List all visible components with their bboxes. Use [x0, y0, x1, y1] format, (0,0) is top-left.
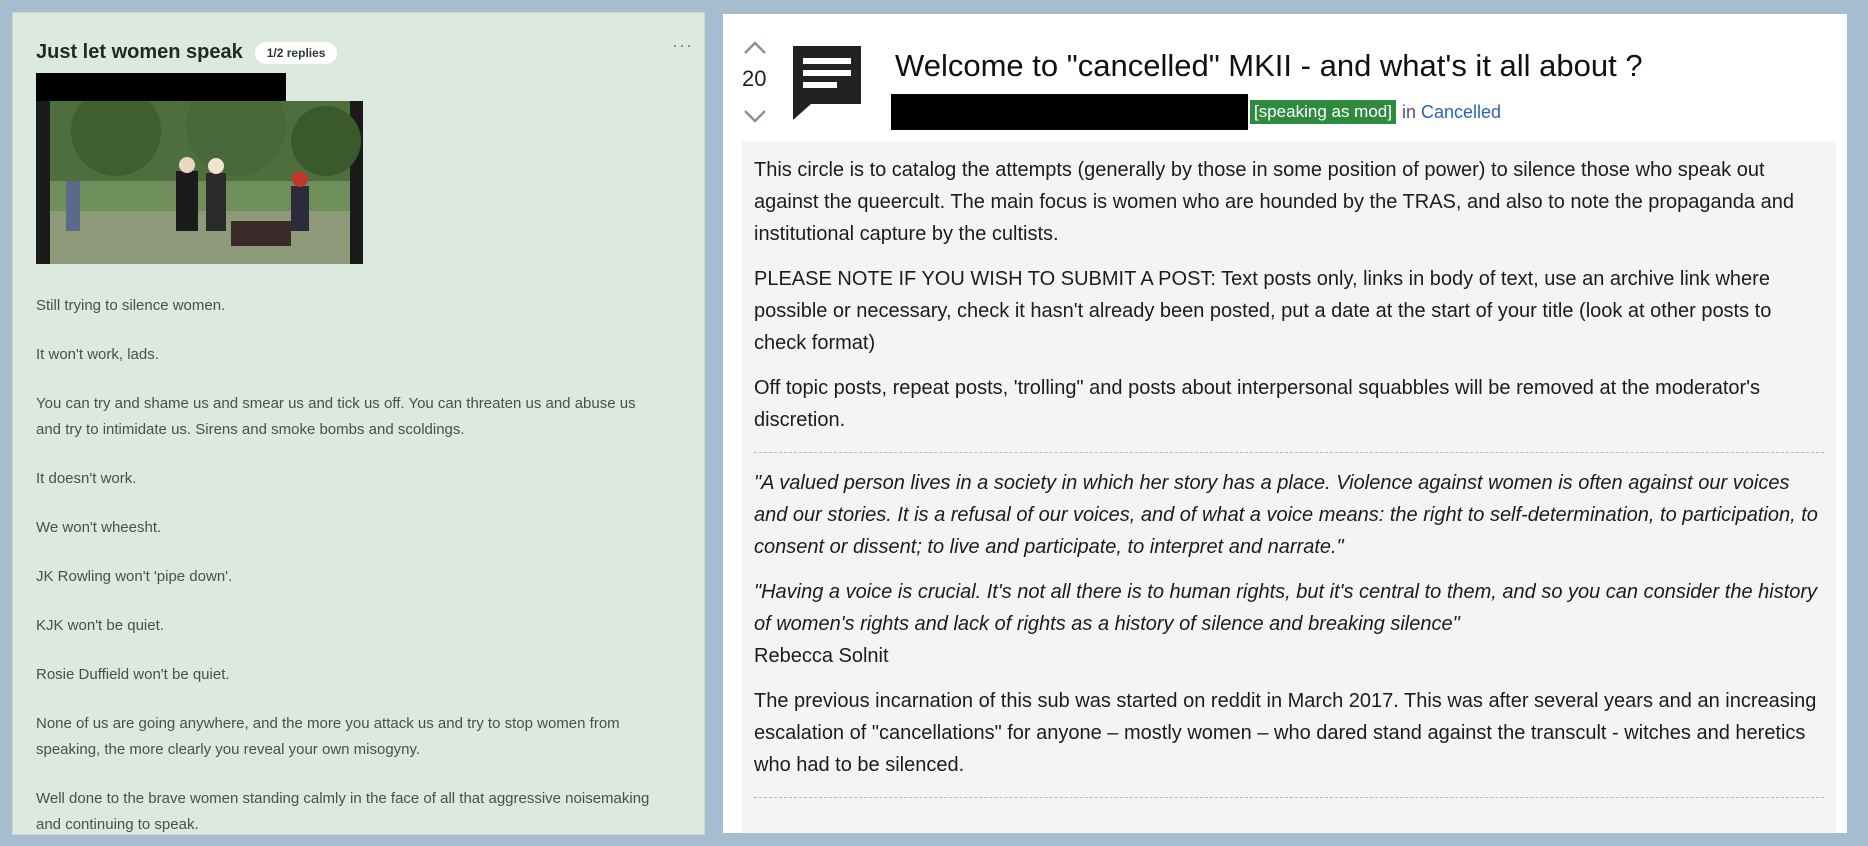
- left-paragraph: None of us are going anywhere, and the more you attack us and try to stop women from speaking, the more clearly you reveal your own misogyny.: [36, 715, 620, 758]
- divider: [754, 797, 1824, 798]
- post-photo[interactable]: [36, 101, 363, 264]
- quote-paragraph: "A valued person lives in a society in which her story has a place. Violence against women is often against our voices and our stories. It is a refusal of our voices, and of what a voice means: the right to self-determination, to participation, to consent or dissent; to live and participate, to interpret and narrate.": [754, 472, 1818, 558]
- chevron-up-icon: [742, 40, 768, 56]
- right-post-card: [723, 14, 1847, 833]
- intro-paragraph: This circle is to catalog the attempts (generally by those in some position of power) to silence those who speak out against the queercult. The main focus is women who are hounded by the TRAS, and also to note the propaganda and institutional capture by the cultists.: [754, 159, 1794, 245]
- left-post-title[interactable]: Just let women speak: [36, 41, 243, 63]
- history-paragraph: The previous incarnation of this sub was started on reddit in March 2017. This was after several years and an increasing escalation of "cancellations" for anyone – mostly women – who dared stand against the transcult - witches and heretics who had to be silenced.: [754, 690, 1817, 776]
- vote-score: 20: [742, 66, 767, 91]
- left-paragraph: KJK won't be quiet.: [36, 617, 164, 634]
- circle-link[interactable]: Cancelled: [1420, 101, 1502, 122]
- left-post-body: [36, 293, 661, 835]
- left-paragraph: You can try and shame us and smear us and tick us off. You can threaten us and abuse us and try to intimidate us. Sirens and smoke bombs and scoldings.: [36, 395, 636, 438]
- quote-paragraph: [754, 576, 1824, 672]
- downvote-button[interactable]: [742, 104, 768, 130]
- photo-scene: [36, 101, 363, 264]
- more-options-icon[interactable]: ···: [672, 35, 693, 55]
- left-paragraph: It won't work, lads.: [36, 346, 159, 363]
- redacted-author: [36, 73, 286, 104]
- chevron-down-icon: [742, 108, 768, 124]
- intro-paragraph: PLEASE NOTE IF YOU WISH TO SUBMIT A POST: Text posts only, links in body of text, use an archive link where possible or necessary, check it hasn't already been posted, put a date at the start of your title (look at other posts to check format): [754, 268, 1772, 354]
- left-paragraph: Still trying to silence women.: [36, 297, 226, 314]
- redacted-author: [891, 94, 1248, 130]
- quote-author: Rebecca Solnit: [754, 645, 889, 667]
- text-post-icon: [789, 42, 865, 122]
- post-title[interactable]: Welcome to "cancelled" MKII - and what's it all about ?: [895, 48, 1643, 83]
- left-post-card: [12, 12, 705, 835]
- intro-paragraph: Off topic posts, repeat posts, 'trolling" and posts about interpersonal squabbles will be removed at the moderator's discretion.: [754, 377, 1761, 431]
- left-paragraph: JK Rowling won't 'pipe down'.: [36, 568, 233, 585]
- upvote-button[interactable]: [742, 36, 768, 62]
- divider: [754, 452, 1824, 453]
- replies-badge[interactable]: 1/2 replies: [255, 42, 338, 64]
- left-post-header: [36, 41, 337, 64]
- post-content: [742, 141, 1836, 833]
- left-paragraph: Well done to the brave women standing calmly in the face of all that aggressive noisemaking and continuing to speak.: [36, 790, 650, 833]
- left-paragraph: It doesn't work.: [36, 470, 137, 487]
- left-paragraph: We won't wheesht.: [36, 519, 162, 536]
- left-paragraph: Rosie Duffield won't be quiet.: [36, 666, 230, 683]
- in-label: in: [1401, 101, 1416, 122]
- mod-tag: [speaking as mod]: [1250, 100, 1396, 124]
- quote-text: "Having a voice is crucial. It's not all there is to human rights, but it's central to them, and so you can consider the history of women's rights and lack of rights as a history of silence and breaking silence": [754, 581, 1818, 635]
- post-meta: [891, 94, 1501, 130]
